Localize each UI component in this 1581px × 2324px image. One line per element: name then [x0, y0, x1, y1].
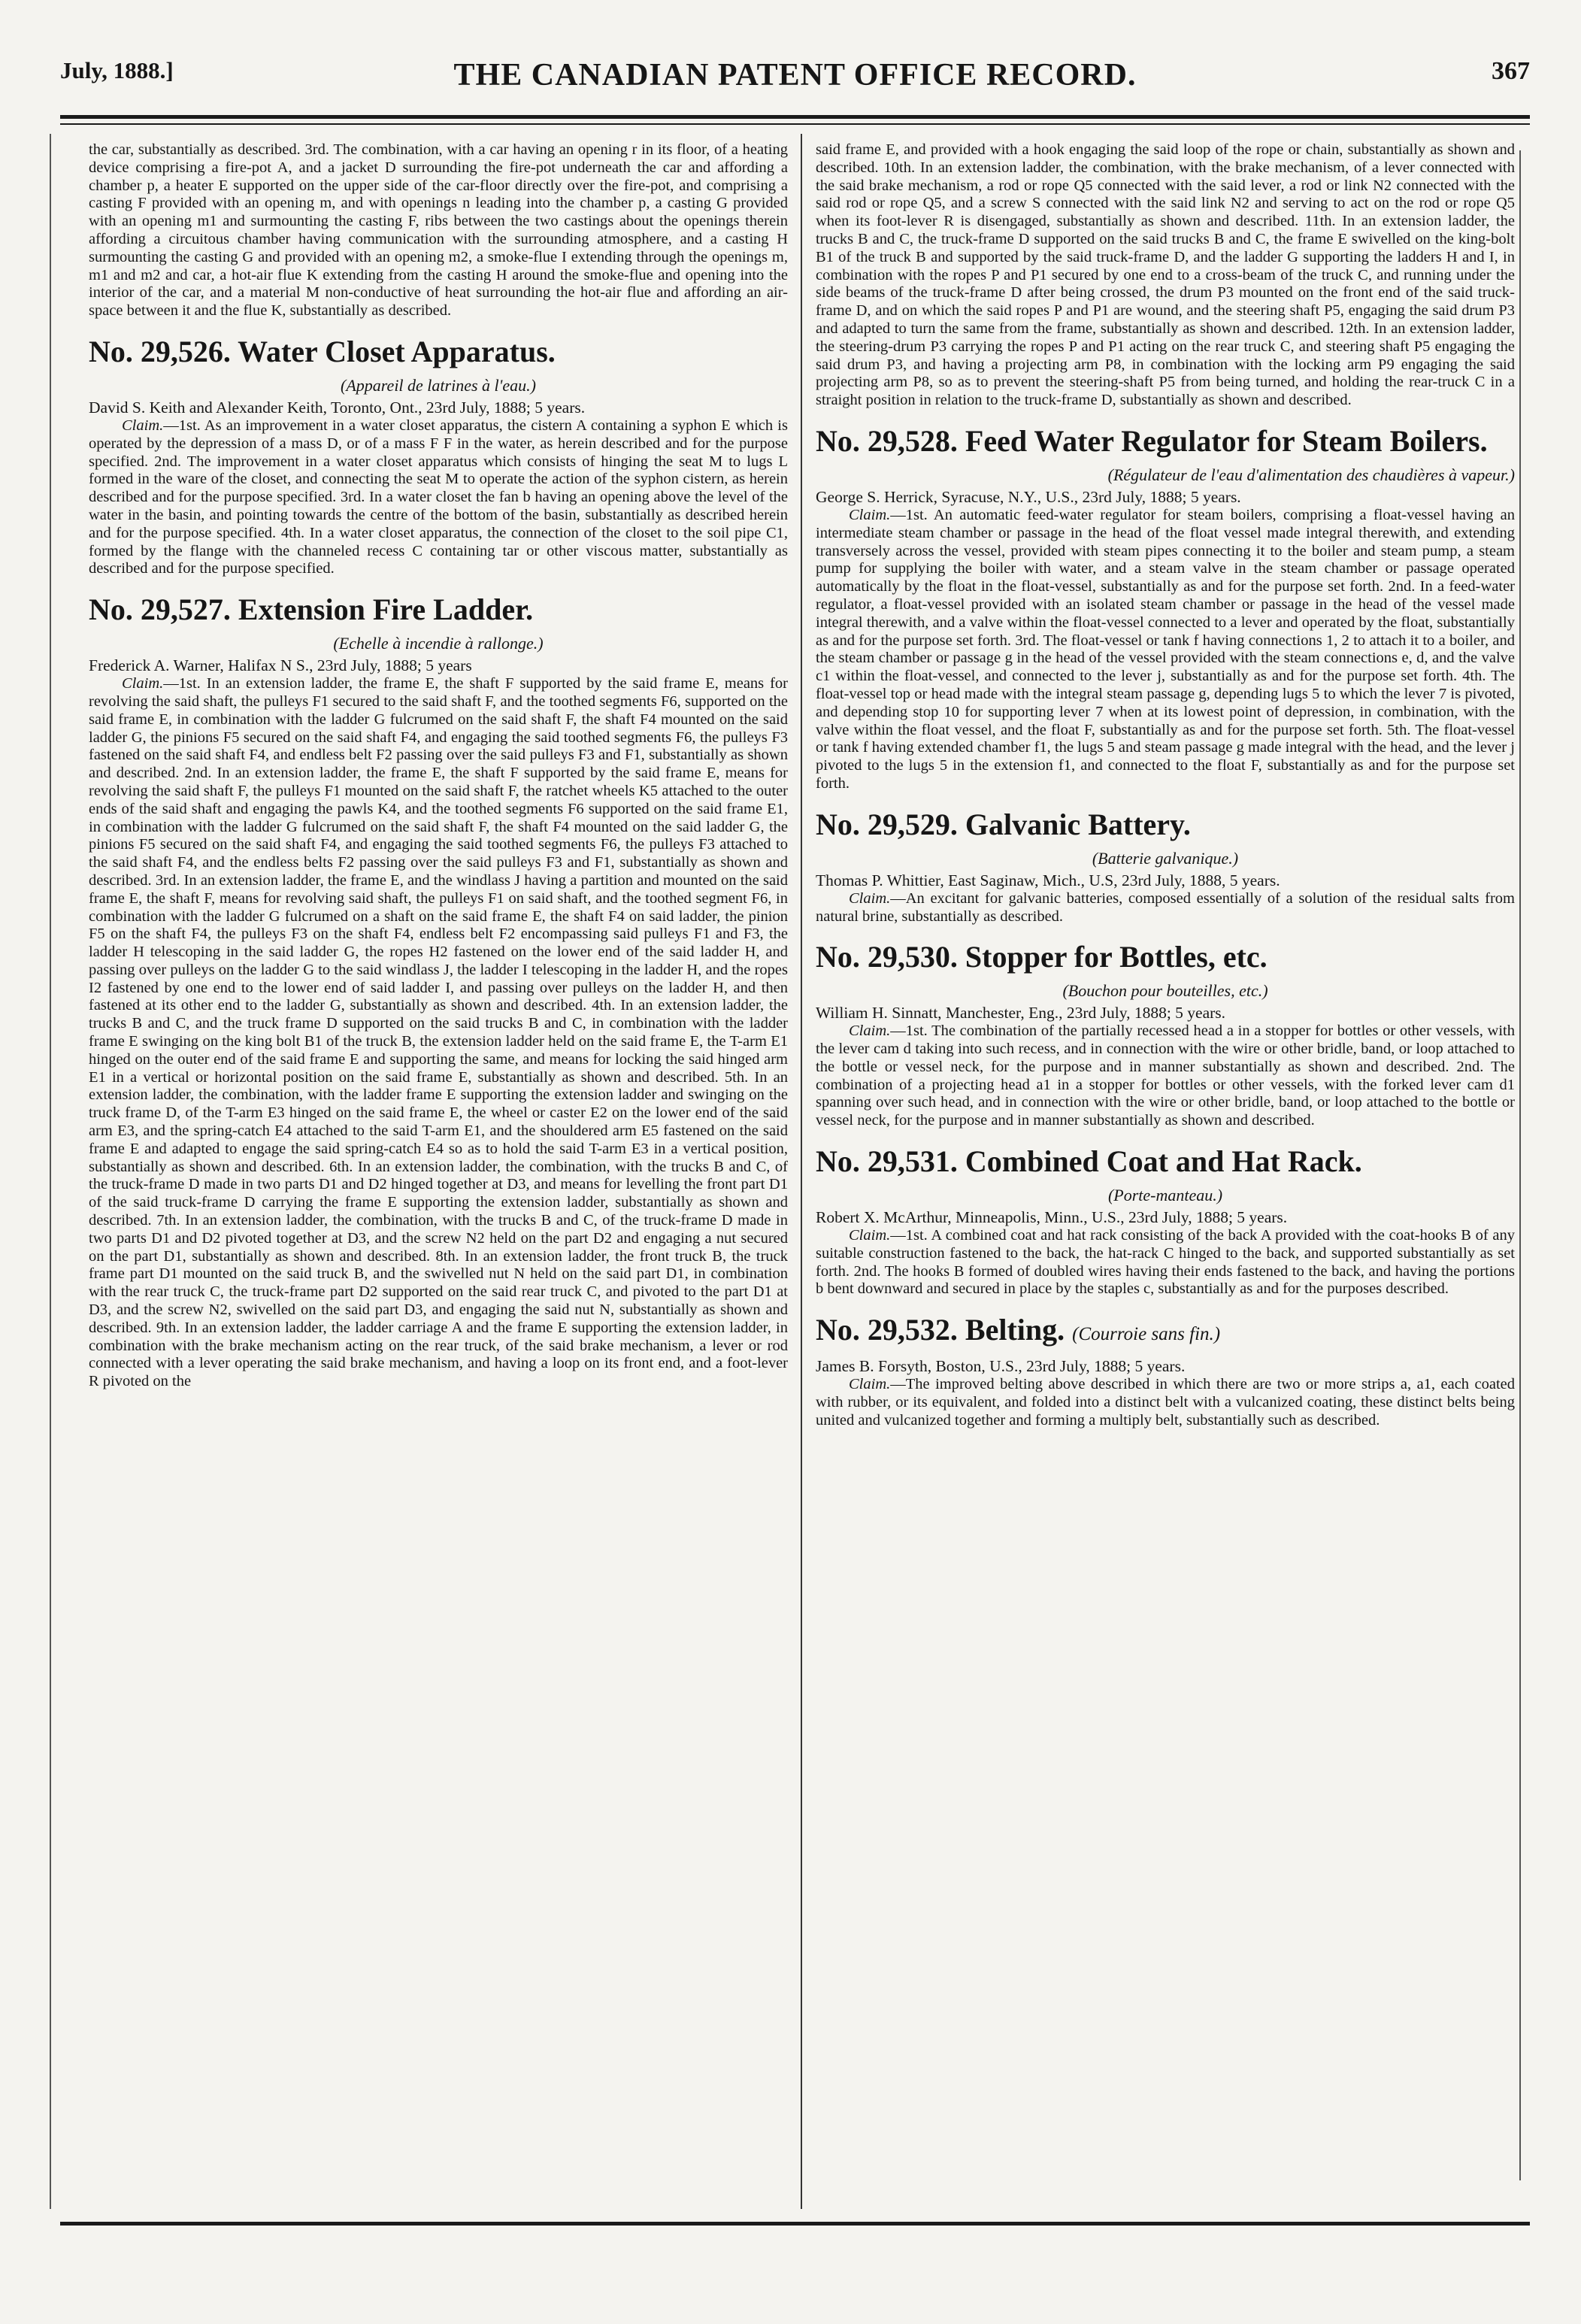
footer-rule: [60, 2222, 1530, 2226]
patent-number: No. 29,528.: [816, 423, 958, 458]
page-edge-left: [50, 134, 51, 2209]
claim-text: —1st. In an extension ladder, the frame E, the shaft F supported by the said frame E, means for revolving the said shaft, the pulleys F1 secured to the said shaft F, and the toothed segments F6, supported on the said frame E, in combination with the ladder G fulcrumed on the said shaft F, the shaft F4 mounted on the said ladder G, the pinions F5 secured on the said shaft F4, and engaging the said toothed segments F6, the pulleys F3 fastened on the said shaft F4, and endless belt F2 passing over the said pulleys F3 and F1, substantially as shown and described. 2nd. In an extension ladder, the frame E, the shaft F supported by the said frame E, means for revolving the said shaft F, the pulleys F1 mounted on the said shaft F, the ratchet wheels K5 attached to the outer ends of the said shaft and engaging the pawls K4, and the toothed segments F6 supported on the said frame E1, in combination with the ladder G fulcrumed on the said shaft F, the shaft F4 mounted on the said ladder G, the pinions F5 secured on the said shaft F4, and engaging the said toothed segments F6, the pulleys F3 attached to the said shaft F4, and the endless belts F2 passing over the said pulleys F3 and F1, substantially as shown and described. 3rd. In an extension ladder, the frame E, and the windlass J having a partition and mounted on the said frame E, the shaft F, means for revolving said shaft, the pulleys F1 on said shaft, and the toothed segment F6, in combination with the ladder G fulcrumed on a shaft on the said frame E, the shaft F4 on said ladder, the pinion F5 on the shaft F4, the pulleys F3 on the shaft F4, endless belt F2 encompassing said pulleys F1 and F3, the ladder H telescoping in the said ladder G, the ropes H2 fastened on the lower end of the said ladder H, and passing over pulleys on the ladder G to the said windlass J, the ladder I telescoping in the ladder H, and the ropes I2 fastened by one end to the lower end of said ladder I, and passing over pulleys on the ladder H, and then fastened at its other end to the ladder G, substantially as shown and described. 4th. In an extension ladder, the trucks B and C, and the truck frame D supported on the said trucks B and C, in combination with the ladder frame E swinging on the king bolt B1 of the truck B, the extension ladder held on the said frame E, the T-arm E1 hinged on the outer end of the said frame E and supporting the same, and means for locking the said hinged arm E1 in a vertical or horizontal position on the said frame E, substantially as shown and described. 5th. In an extension ladder, the combination, with the ladder frame E supporting the extension ladder and swinging on the truck frame D, of the T-arm E3 hinged on the said frame E, the wheel or caster E2 on the lower end of the said arm E3, and the spring-catch E4 attached to the said T-arm E1, and the shouldered arm E5 fastened on the said frame E and adapted to engage the said spring-catch E4 so as to hold the said T-arm E3 in a vertical position, substantially as shown and described. 6th. In an extension ladder, the combination, with the trucks B and C, of the truck-frame D made in two parts D1 and D2 hinged together at D3, and means for levelling the front part D1 of the said truck-frame D carrying the frame E supporting the extension ladder, substantially as shown and described. 7th. In an extension ladder, the combination, with the trucks B and C, of the truck-frame D made in two parts D1 and D2 pivoted together at D3, and the screw N2 held on the part D2 and engaging a nut secured on the part D1, substantially as shown and described. 8th. In an extension ladder, the front truck B, the truck frame part D1 mounted on the said truck B, and the swivelled nut N held on the said part D1, in combination with the rear truck C, the truck-frame part D2 supported on the said rear truck C, and pivoted to the part D1 at D3, and the screw N2, swivelled on the said part D3, and engaging the said nut N, substantially as shown and described. 9th. In an extension ladder, the ladder carriage A and the frame E supporting the extension ladder, in combination with the brake mechanism acting on the rear truck, of the said brake mechanism, a lever or rod connected with a lever operating the said brake mechanism, and having a loop on its front end, and a foot-lever R pivoted on the: [89, 675, 788, 1390]
patent-heading: [816, 807, 1515, 843]
continued-claim-text: the car, substantially as described. 3rd. The combination, with a car having an opening r in its floor, of a heating device comprising a fire-pot A, and a jacket D surrounding the fire-pot underneath the car and affording a chamber p, a heater E supported on the upper side of the car-floor directly over the fire-pot, and comprising a casting F provided with an opening m, and with openings n leading into the chamber p, a casting G provided with an opening m1 and surmounting the casting F, ribs between the two castings about the openings therein affording a circuitous chamber having communication with the surrounding atmosphere, and a casting H surmounting the casting G and provided with an opening m2, a smoke-flue I extending through the openings m, m1 and m2 and car, a hot-air flue K extending from the casting H around the smoke-flue and opening into the interior of the car, and a material M non-conductive of heat surrounding the hot-air flue and affording an air-space between it and the flue K, substantially as described.: [89, 141, 788, 320]
patent-entry: [816, 423, 1515, 793]
patent-heading: [816, 1312, 1515, 1353]
patent-number: No. 29,531.: [816, 1144, 958, 1179]
patent-title: Combined Coat and Hat Rack.: [965, 1144, 1362, 1179]
claim-label: Claim.: [122, 675, 164, 692]
patent-french-title: (Courroie sans fin.): [1072, 1324, 1221, 1345]
patent-patentee: Frederick A. Warner, Halifax N S., 23rd July, 1888; 5 years: [89, 656, 472, 675]
patent-french-title: (Echelle à incendie à rallonge.): [333, 634, 544, 653]
header-rule-thick: [60, 115, 1530, 119]
page-edge-right: [1519, 150, 1521, 2180]
patent-patentee: William H. Sinnatt, Manchester, Eng., 23rd July, 1888; 5 years.: [816, 1004, 1226, 1023]
continued-claim-text: said frame E, and provided with a hook engaging the said loop of the rope or chain, substantially as shown and described. 10th. In an extension ladder, the combination, with the brake mechanism, of a lever connected with the said brake mechanism, a rod or rope Q5 connected with the said lever, a rod or link N2 connected with the said rod or rope Q5, and a screw S connected with the said link N2 and serving to act on the rod or rope Q5 when its foot-lever R is disengaged, substantially as shown and described. 11th. In an extension ladder, the trucks B and C, the truck-frame D supported on the said trucks B and C, the frame E swivelled on the king-bolt B1 of the truck B and supported by the said truck-frame D, and the ladder G supporting the ladders H and I, in combination with the ropes P and P1 secured by one end to a cross-beam of the truck C, and running under the side beams of the truck-frame D after being crossed, the drum P3 mounted on the front end of the said truck-frame D, and on which the said ropes P and P1 are wound, and the steering shaft P5, engaging the said drum P3 and adapted to turn the same from the frame, substantially as shown and described. 12th. In an extension ladder, the steering-drum P3 carrying the ropes P and P1 acting on the rear truck C, and steering shaft P5 engaging the said drum P3, and having a projecting arm P8, in combination with the locking arm P9 engaging the said projecting arm P8, so as to prevent the steering-shaft P5 from being turned, and holding the rear-truck C in a straight position in relation to the truck-frame D, substantially as shown and described.: [816, 141, 1515, 409]
header-title: THE CANADIAN PATENT OFFICE RECORD.: [453, 58, 1137, 92]
patent-claim: [816, 507, 1515, 793]
patent-heading: [89, 334, 788, 370]
patent-french-title: (Bouchon pour bouteilles, etc.): [1062, 981, 1268, 1001]
patent-french-title: (Appareil de latrines à l'eau.): [341, 375, 536, 395]
patent-entry: [816, 807, 1515, 926]
header-date: July, 1888.]: [60, 57, 174, 83]
patent-title: Feed Water Regulator for Steam Boilers.: [965, 423, 1488, 458]
patent-title: Belting.: [965, 1313, 1065, 1347]
claim-text: —1st. As an improvement in a water closet apparatus, the cistern A containing a syphon E which is operated by the depression of a mass D, or of a mass F F in the water, as herein described and for the purpose specified. 2nd. The improvement in a water closet apparatus which consists of hinging the seat M to lugs L formed in the ware of the closet, and connecting the seat M to operate the action of the syphon cistern, as herein described and for the purpose specified. 3rd. In a water closet the fan b having an opening above the level of the water in the basin, and pointing towards the centre of the bottom of the basin, substantially as described herein and for the purpose specified. 4th. In a water closet apparatus, the connection of the closet to the soil pipe C1, formed by the flange with the channeled recess C containing tar or other viscous matter, substantially as described and for the purpose specified.: [89, 417, 788, 577]
patent-number: No. 29,526.: [89, 334, 231, 368]
patent-entry: [816, 1144, 1515, 1298]
patent-entry: [89, 334, 788, 578]
claim-label: Claim.: [849, 889, 891, 907]
patent-entry: [816, 939, 1515, 1130]
patent-heading: [816, 1144, 1515, 1180]
patent-number: No. 29,532.: [816, 1313, 958, 1347]
patent-entry: [89, 592, 788, 1391]
patent-title: Galvanic Battery.: [965, 807, 1191, 841]
patent-number: No. 29,530.: [816, 940, 958, 974]
claim-label: Claim.: [849, 506, 891, 523]
patent-number: No. 29,529.: [816, 807, 958, 841]
patent-title: Extension Fire Ladder.: [238, 592, 534, 627]
claim-text: —1st. An automatic feed-water regulator for steam boilers, comprising a float-vessel having an intermediate steam chamber or passage in the head of the float vessel made integral therewith, and extending transversely across the vessel, provided with steam pipes connecting it to the boiler and steam pump, a steam pump for supplying the boiler with water, and a steam valve in the steam chamber or passage operated automatically by the float in the float-vessel, substantially as and for the purpose set forth. 2nd. In a feed-water regulator, a float-vessel provided with an isolated steam chamber or passage in the head of the vessel made integral therewith, and a valve within the float-vessel connected to a lever and operated by the float, substantially as and for the purpose set forth. 3rd. The float-vessel or tank f having connections 1, 2 to attach it to a boiler, and the steam chamber or passage g in the head of the vessel provided with the steam connections e, d, and the valve c1 within the float-vessel, and connected to the lever j, substantially as and for the purpose set forth. 4th. The float-vessel top or head made with the integral steam passage g, depending lugs 5 to which the lever 7 is pivoted, and depending stop 10 for supporting lever 7 when at its lowest point of depression, in combination, with the valve within the float vessel, and the float F, substantially as and for the purpose set forth. 5th. The float-vessel or tank f having extended chamber f1, the lugs 5 and steam passage g made integral with the head, and the lever j pivoted to the lugs 5 in the extension f1, and connected to the float F, substantially as and for the purpose set forth.: [816, 506, 1515, 792]
claim-label: Claim.: [849, 1376, 891, 1393]
patent-patentee: James B. Forsyth, Boston, U.S., 23rd July, 1888; 5 years.: [816, 1357, 1186, 1376]
claim-text: —An excitant for galvanic batteries, composed essentially of a solution of the residual salts from natural brine, substantially as described.: [816, 889, 1515, 925]
claim-label: Claim.: [849, 1227, 891, 1244]
column-divider: [801, 134, 802, 2209]
patent-french-title: (Porte-manteau.): [1107, 1186, 1223, 1205]
page-header: [60, 57, 1530, 104]
patent-claim: [816, 890, 1515, 926]
patent-heading: [816, 423, 1515, 459]
patent-claim: [89, 417, 788, 578]
patent-french-title: (Régulateur de l'eau d'alimentation des chaudières à vapeur.): [1107, 465, 1515, 484]
patent-title: Water Closet Apparatus.: [238, 334, 556, 368]
patent-claim: [816, 1023, 1515, 1130]
claim-label: Claim.: [122, 417, 164, 434]
patent-title: Stopper for Bottles, etc.: [965, 940, 1268, 974]
patent-patentee: Thomas P. Whittier, East Saginaw, Mich., U.S, 23rd July, 1888, 5 years.: [816, 871, 1280, 889]
header-page-number: 367: [1492, 57, 1530, 85]
patent-heading: [89, 592, 788, 628]
claim-text: —1st. The combination of the partially recessed head a in a stopper for bottles or other vessels, with the lever cam d taking into such recess, and in connection with the wire or other bridle, band, or loop attached to the bottle or vessel neck, for the purpose and in manner substantially as shown and described. 2nd. The combination of a projecting head a1 in a stopper for bottles or other vessels, with the forked lever cam d1 spanning over such head, and in connection with the wire or other bridle, band, or loop attached to the bottle or vessel neck, for the purpose and in manner substantially as shown and described.: [816, 1023, 1515, 1129]
claim-text: —The improved belting above described in which there are two or more strips a, a1, each coated with rubber, or its equivalent, and folded into a distinct belt with a vulcanized coating, these distinct belts being united and vulcanized together and forming a multiply belt, substantially such as described.: [816, 1376, 1515, 1429]
left-column: [89, 141, 788, 1391]
patent-patentee: George S. Herrick, Syracuse, N.Y., U.S., 23rd July, 1888; 5 years.: [816, 487, 1241, 506]
right-column: [816, 141, 1515, 1430]
patent-french-title: (Batterie galvanique.): [1092, 848, 1239, 868]
patent-entry: [816, 1312, 1515, 1429]
patent-patentee: Robert X. McArthur, Minneapolis, Minn., U.S., 23rd July, 1888; 5 years.: [816, 1208, 1288, 1227]
patent-patentee: David S. Keith and Alexander Keith, Toronto, Ont., 23rd July, 1888; 5 years.: [89, 398, 586, 417]
patent-claim: [816, 1227, 1515, 1298]
patent-heading: [816, 939, 1515, 975]
patent-claim: [89, 675, 788, 1391]
claim-text: —1st. A combined coat and hat rack consisting of the back A provided with the coat-hooks B of any suitable construction fastened to the back, the hat-rack C hinged to the back, and supported substantially as set forth. 2nd. The hooks B formed of doubled wires having their ends fastened to the back, and having the portions b bent downward and secured in place by the staples c, substantially as and for the purposes described.: [816, 1227, 1515, 1298]
claim-label: Claim.: [849, 1023, 891, 1040]
patent-claim: [816, 1376, 1515, 1429]
header-rule-thin: [60, 123, 1530, 125]
patent-number: No. 29,527.: [89, 592, 231, 627]
